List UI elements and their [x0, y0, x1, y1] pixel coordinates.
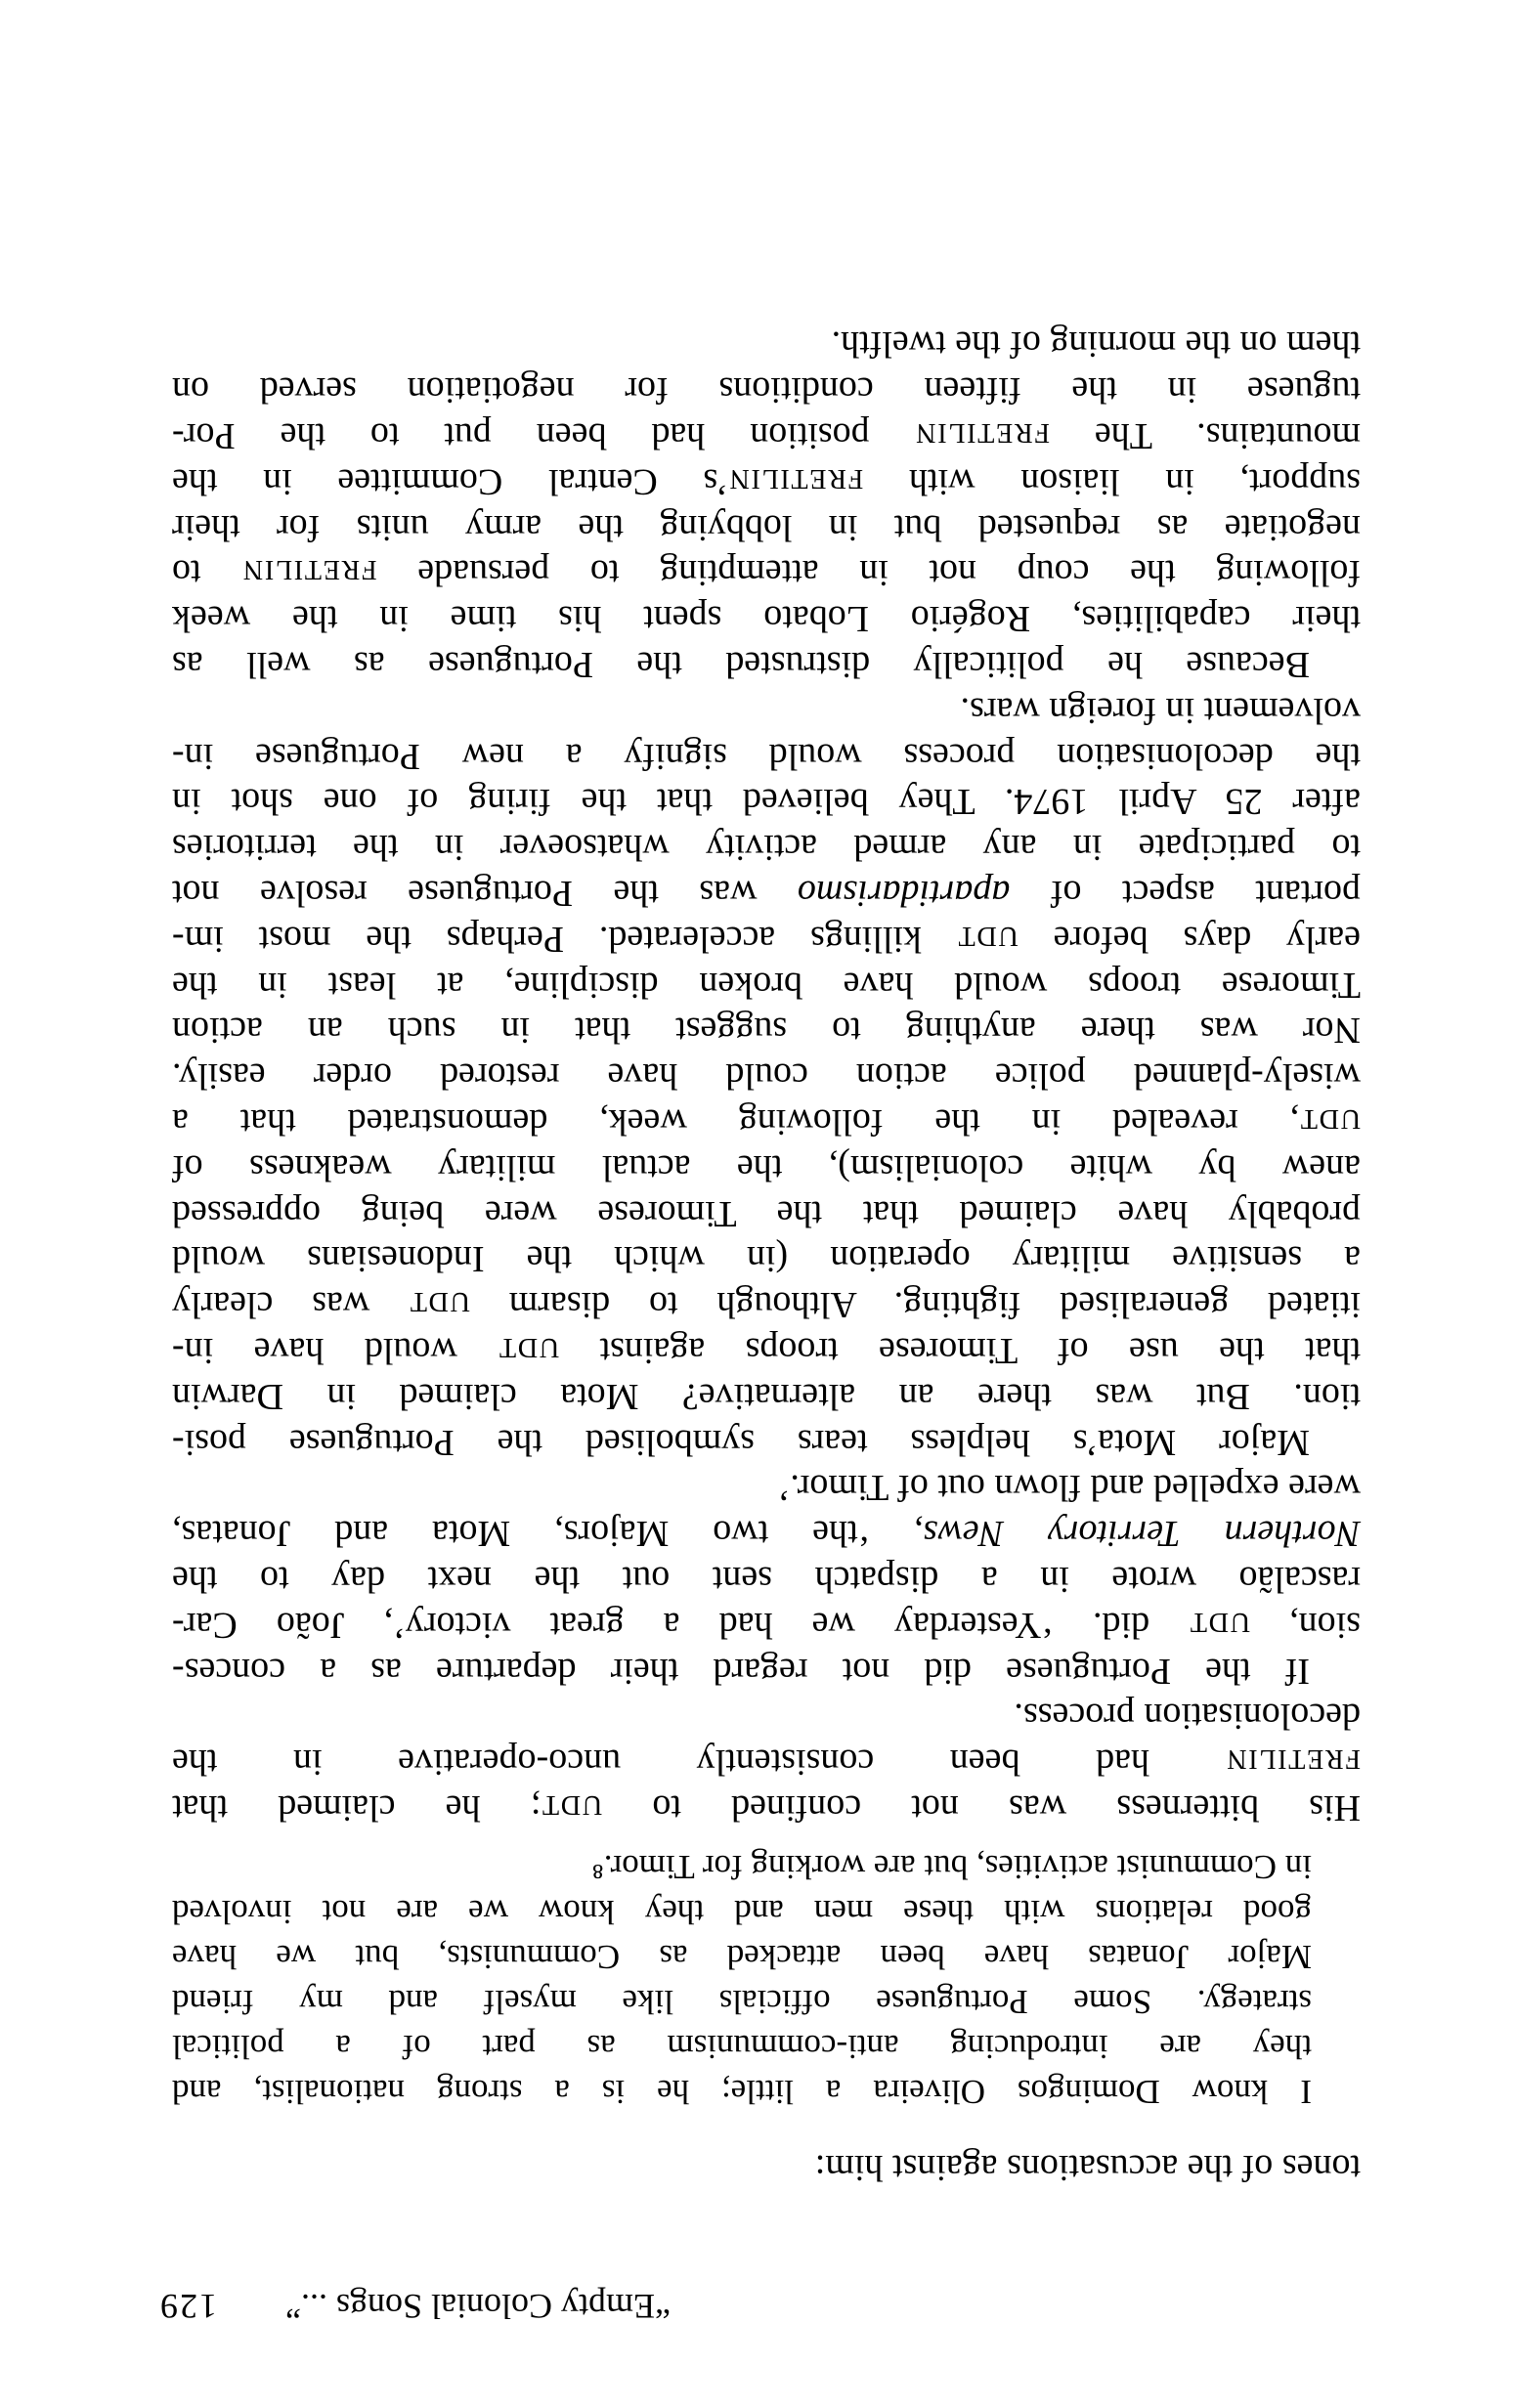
text-run: sion, — [1250, 1604, 1361, 1646]
text-run: their capabilities, Rogério Lobato spent his time in the week — [172, 598, 1361, 640]
running-header — [158, 2283, 671, 2330]
text-run: good relations with these men and they know we are not involved — [172, 1893, 1312, 1931]
small-caps-text: FRETILIN — [1225, 1743, 1361, 1775]
text-line — [172, 778, 1361, 825]
text-run: Because he politically distrusted the Portuguese as well as — [172, 644, 1310, 685]
small-caps-text: UDT — [1299, 1103, 1361, 1134]
text-line — [172, 1784, 1361, 1831]
italic-text: apartidarismo — [797, 873, 1011, 914]
text-run: tones of the accusations against him: — [814, 2147, 1361, 2188]
italic-text: Northern Territory News — [923, 1513, 1361, 1555]
text-run: wisely-planned police action could have restored order easily. — [172, 1055, 1361, 1097]
text-line — [172, 1190, 1361, 1237]
page-number: 129 — [158, 2287, 217, 2326]
text-line — [172, 1327, 1361, 1374]
text-run: , revealed in the following week, demonstrated that a — [172, 1101, 1300, 1142]
text-run: ; he claimed that — [172, 1787, 542, 1828]
quote-line — [172, 2023, 1312, 2070]
text-line — [172, 595, 1361, 642]
text-run: I know Domingos Oliveira a little; he is a strong nationalist, and — [172, 2073, 1312, 2111]
small-caps-text: FRETILIN — [914, 417, 1050, 448]
text-run: a sensitive military operation (in which the Indonesians would — [172, 1238, 1361, 1280]
text-line — [172, 1739, 1361, 1785]
text-run: Major Jonatas have been attacked as Communists, but we have — [172, 1938, 1312, 1976]
text-line — [172, 1693, 1361, 1740]
text-line — [172, 1373, 1361, 1420]
text-line — [172, 366, 1361, 413]
text-run: decolonisation process. — [1014, 1696, 1361, 1738]
quote-line — [172, 1978, 1312, 2025]
text-run: after 25 April 1974. They believed that the firing of one shot in — [172, 781, 1361, 823]
text-line — [172, 2144, 1361, 2191]
text-run: mountains. The — [1049, 415, 1361, 456]
text-line — [172, 824, 1361, 871]
text-run: ’s Central Committee in the — [172, 460, 728, 502]
text-run: was clearly — [172, 1284, 410, 1326]
text-run: to — [171, 552, 242, 594]
text-line — [172, 504, 1361, 551]
text-run: them on the morning of the twelfth. — [831, 323, 1361, 366]
text-run: did. ‘Yesterday we had a great victory’, João Car- — [172, 1604, 1190, 1646]
small-caps-text: FRETILIN — [241, 554, 377, 585]
text-run: Timorese troops would have broken discipline, at least in the — [172, 964, 1361, 1006]
text-line — [172, 1144, 1361, 1191]
text-run: would have in- — [172, 1330, 498, 1371]
text-line — [172, 733, 1361, 780]
text-line — [172, 687, 1361, 734]
quote-line — [172, 1843, 1312, 1890]
text-run: Nor was there anything to suggest that in such an action — [172, 1010, 1361, 1052]
text-line — [172, 1098, 1361, 1145]
text-line — [172, 962, 1361, 1009]
text-line — [172, 321, 1361, 367]
text-run: early days before — [1018, 918, 1361, 960]
text-run: strategy. Some Portuguese officials like myself and my friend — [172, 1983, 1312, 2021]
small-caps-text: UDT — [498, 1332, 560, 1362]
text-run: volvement in foreign wars. — [960, 689, 1361, 731]
text-run: were expelled and flown out of Timor.’ — [777, 1467, 1361, 1509]
text-run: His bitterness was not confined to — [602, 1787, 1361, 1828]
small-caps-text: UDT — [1189, 1606, 1251, 1637]
text-run: had been consistently unco-operative in the — [172, 1742, 1226, 1784]
text-run: was the Portuguese resolve not — [171, 873, 798, 914]
small-caps-text: FRETILIN — [727, 462, 864, 494]
quote-line — [172, 1933, 1312, 1980]
text-run: itiated generalised fighting. Although to disarm — [469, 1284, 1361, 1326]
text-run: rascalão wrote in a dispatch sent out the next day to the — [172, 1559, 1361, 1600]
small-caps-text: UDT — [956, 920, 1019, 951]
text-line — [172, 549, 1361, 596]
text-line — [172, 1419, 1310, 1466]
text-run: tuguese in the fifteen conditions for negotiation served on — [172, 369, 1361, 411]
text-run: the decolonisation process would signify a new Portuguese in- — [172, 735, 1361, 777]
text-run: following the coup not in attempting to persuade — [376, 552, 1361, 594]
text-run: position had been put to the Por- — [171, 415, 915, 456]
text-line — [172, 1556, 1361, 1603]
text-run: probably have claimed that the Timorese were being oppressed — [172, 1192, 1361, 1234]
text-run: support, in liaison with — [863, 460, 1361, 502]
text-run: , ‘the two Majors, Mota and Jonatas, — [172, 1513, 924, 1555]
text-run: tion. But was there an alternative? Mota claimed in Darwin — [172, 1375, 1361, 1417]
text-line — [172, 1281, 1361, 1328]
text-line — [172, 1464, 1361, 1511]
running-title: “Empty Colonial Songs ...” — [285, 2287, 671, 2326]
text-run: If the Portuguese did not regard their departure as a conces- — [172, 1650, 1310, 1692]
text-line — [172, 1007, 1361, 1054]
text-run: Major Mota’s helpless tears symbolised the Portuguese posi- — [172, 1421, 1310, 1463]
text-line — [172, 1648, 1310, 1695]
text-line — [172, 641, 1310, 688]
text-line — [172, 458, 1361, 505]
text-run: anew by white colonialism), the actual military weakness of — [172, 1146, 1361, 1188]
text-line — [172, 1510, 1361, 1557]
small-caps-text: UDT — [541, 1789, 603, 1820]
quote-line — [172, 1888, 1312, 1935]
text-line — [172, 412, 1361, 459]
text-run: that the use of Timorese troops against — [559, 1330, 1361, 1371]
text-line — [172, 1053, 1361, 1099]
text-run: negotiate as requested but in lobbying the army units for their — [172, 506, 1361, 548]
text-run: to participate in any armed activity whatsoever in the territories — [172, 827, 1361, 869]
text-line — [172, 1235, 1361, 1282]
text-run: they are introducing anti-communism as part of a political — [172, 2028, 1312, 2066]
text-run: in Communist activities, but are working for Timor.⁸ — [591, 1848, 1312, 1886]
text-line — [172, 916, 1361, 963]
small-caps-text: UDT — [409, 1286, 470, 1317]
text-run: portant aspect of — [1010, 873, 1361, 914]
text-line — [172, 1602, 1361, 1649]
text-line — [172, 870, 1361, 917]
text-run: killings accelerated. Perhaps the most im- — [171, 918, 957, 960]
quote-line — [172, 2068, 1312, 2115]
